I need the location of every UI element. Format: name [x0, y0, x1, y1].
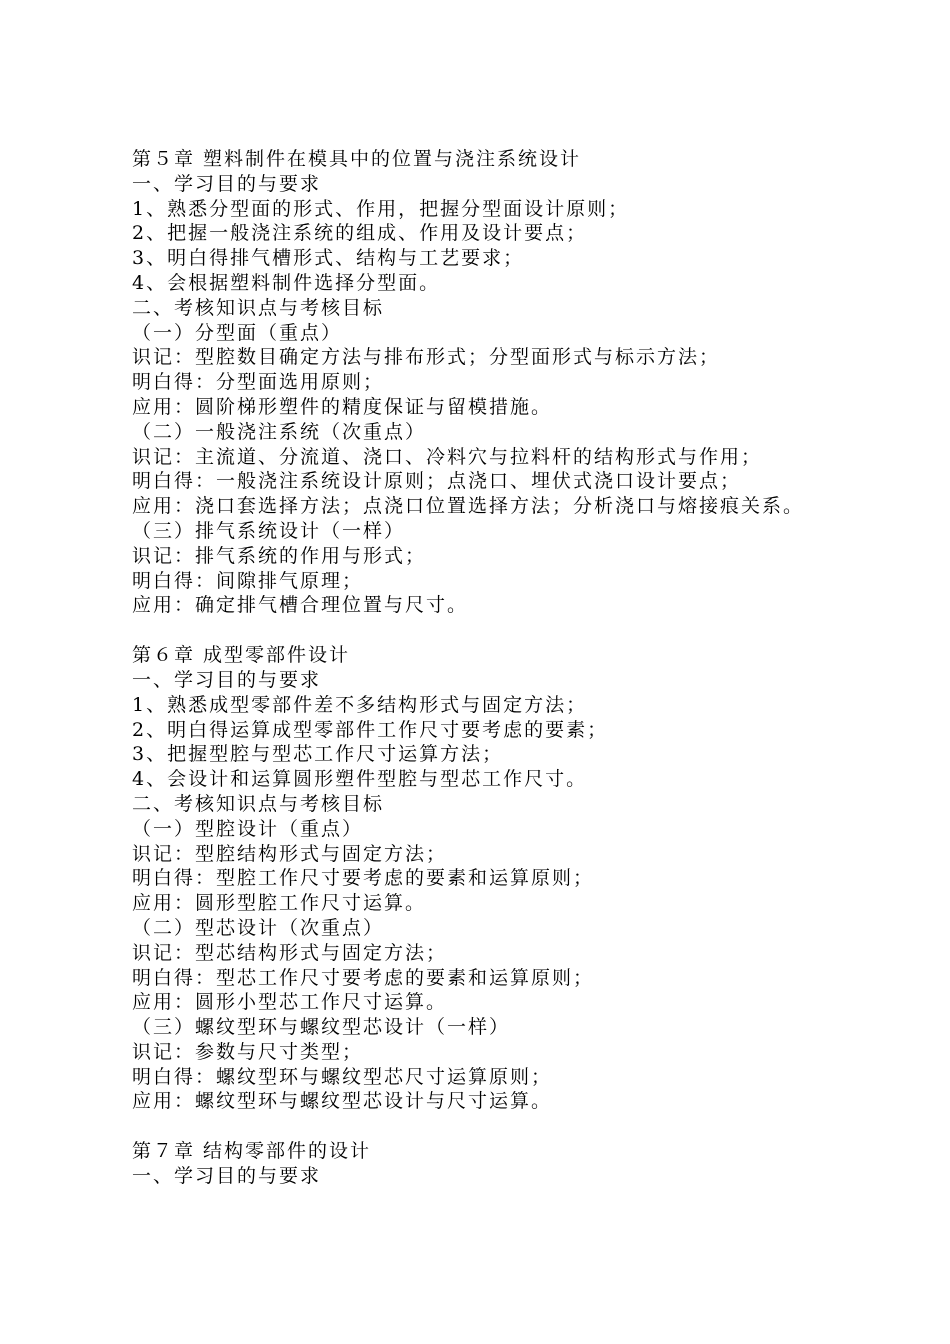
ch6-goal-2: 2、明白得运算成型零部件工作尺寸要考虑的要素；: [132, 718, 609, 741]
ch6-knowledge-3-item-1: 识记：参数与尺寸类型；: [132, 1040, 364, 1063]
ch5-goal-4: 4、会根据塑料制件选择分型面。: [132, 271, 441, 294]
ch6-knowledge-1-item-3: 应用：圆形型腔工作尺寸运算。: [132, 892, 427, 915]
ch6-knowledge-3-item-3: 应用：螺纹型环与螺纹型芯设计与尺寸运算。: [132, 1090, 553, 1113]
ch6-knowledge-3-item-2: 明白得：螺纹型环与螺纹型芯尺寸运算原则；: [132, 1065, 553, 1088]
ch6-knowledge-1-item-2: 明白得：型腔工作尺寸要考虑的要素和运算原则；: [132, 867, 595, 890]
ch6-knowledge-2-title: （二）型芯设计（次重点）: [132, 916, 385, 939]
ch5-knowledge-2-item-3: 应用：浇口套选择方法；点浇口位置选择方法；分析浇口与熔接痕关系。: [132, 495, 805, 518]
ch5-knowledge-3-item-3: 应用：确定排气槽合理位置与尺寸。: [132, 594, 469, 617]
ch5-goal-1: 1、熟悉分型面的形式、作用，把握分型面设计原则；: [132, 197, 630, 220]
ch5-knowledge-1-item-3: 应用：圆阶梯形塑件的精度保证与留模措施。: [132, 395, 553, 418]
ch6-knowledge-1-title: （一）型腔设计（重点）: [132, 817, 364, 840]
ch6-knowledge-3-title: （三）螺纹型环与螺纹型芯设计（一样）: [132, 1016, 511, 1039]
ch7-section-goals-title: 一、学习目的与要求: [132, 1165, 322, 1188]
ch5-knowledge-2-item-1: 识记：主流道、分流道、浇口、冷料穴与拉料杆的结构形式与作用；: [132, 445, 763, 468]
ch5-knowledge-3-item-1: 识记：排气系统的作用与形式；: [132, 544, 427, 567]
ch6-section-knowledge-title: 二、考核知识点与考核目标: [132, 792, 385, 815]
document-body: [114, 147, 804, 1189]
ch5-knowledge-2-title: （二）一般浇注系统（次重点）: [132, 420, 427, 443]
ch5-knowledge-3-item-2: 明白得：间隙排气原理；: [132, 569, 364, 592]
ch5-section-knowledge-title: 二、考核知识点与考核目标: [132, 296, 385, 319]
chapter-7-title: 第７章 结构零部件的设计: [132, 1140, 372, 1163]
ch5-goal-3: 3、明白得排气槽形式、结构与工艺要求；: [132, 247, 525, 270]
ch6-knowledge-2-item-2: 明白得：型芯工作尺寸要考虑的要素和运算原则；: [132, 966, 595, 989]
ch5-goal-2: 2、把握一般浇注系统的组成、作用及设计要点；: [132, 222, 588, 245]
ch5-knowledge-1-item-2: 明白得：分型面选用原则；: [132, 371, 385, 394]
ch6-goal-4: 4、会设计和运算圆形塑件型腔与型芯工作尺寸。: [132, 768, 588, 791]
ch6-goal-1: 1、熟悉成型零部件差不多结构形式与固定方法；: [132, 693, 588, 716]
ch6-section-goals-title: 一、学习目的与要求: [132, 668, 322, 691]
chapter-6-title: 第６章 成型零部件设计: [132, 644, 351, 667]
chapter-5-title: 第５章 塑料制件在模具中的位置与浇注系统设计: [132, 148, 582, 170]
ch6-knowledge-1-item-1: 识记：型腔结构形式与固定方法；: [132, 842, 448, 865]
ch6-knowledge-2-item-1: 识记：型芯结构形式与固定方法；: [132, 941, 448, 964]
ch5-knowledge-2-item-2: 明白得：一般浇注系统设计原则；点浇口、埋伏式浇口设计要点；: [132, 470, 742, 493]
ch5-knowledge-1-title: （一）分型面（重点）: [132, 321, 343, 344]
ch6-knowledge-2-item-3: 应用：圆形小型芯工作尺寸运算。: [132, 991, 448, 1014]
ch5-section-goals-title: 一、学习目的与要求: [132, 172, 322, 195]
chapter-spacer: [114, 618, 804, 643]
chapter-spacer: [114, 1114, 804, 1139]
ch5-knowledge-3-title: （三）排气系统设计（一样）: [132, 519, 406, 542]
ch6-goal-3: 3、把握型腔与型芯工作尺寸运算方法；: [132, 743, 504, 766]
ch5-knowledge-1-item-1: 识记：型腔数目确定方法与排布形式；分型面形式与标示方法；: [132, 346, 721, 369]
